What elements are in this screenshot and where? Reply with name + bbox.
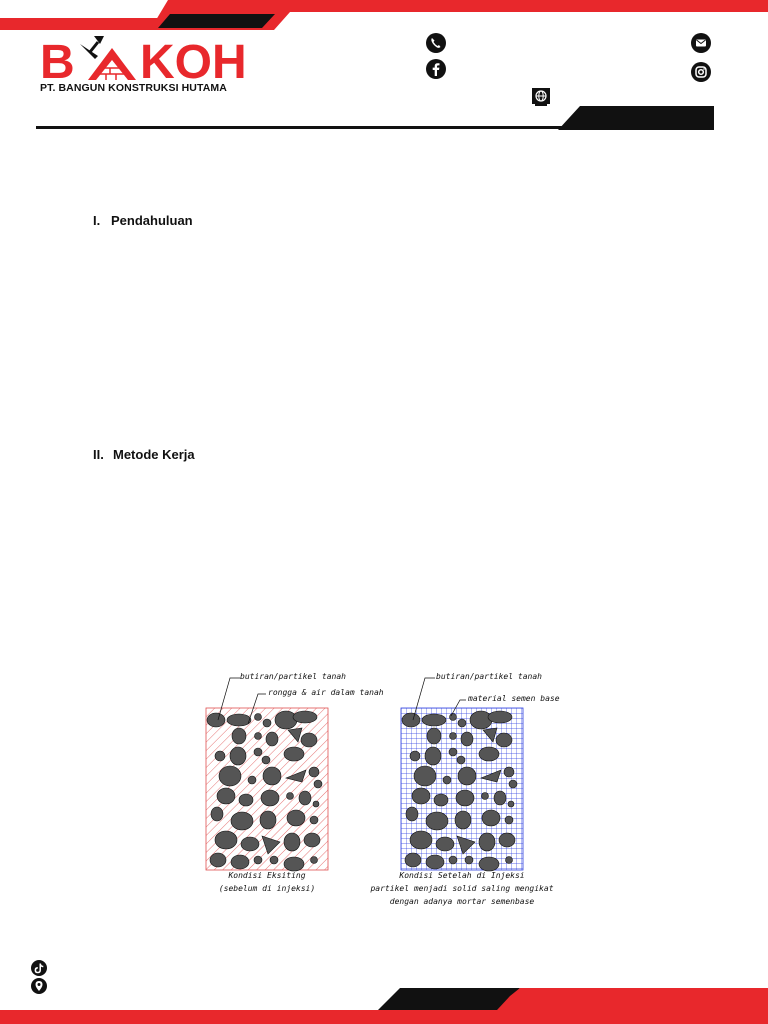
panel-existing-condition: [206, 708, 328, 871]
website-icon[interactable]: [531, 87, 551, 107]
caption-after-line3: dengan adanya mortar semenbase: [389, 897, 535, 906]
section-number: I.: [93, 213, 101, 228]
label-voids: rongga & air dalam tanah: [268, 688, 384, 697]
caption-existing-line2: (sebelum di injeksi): [218, 884, 316, 893]
section-number: II.: [93, 447, 104, 462]
svg-text:KOH: KOH: [140, 36, 247, 89]
section-title: Metode Kerja: [113, 447, 195, 462]
caption-existing-line1: Kondisi Eksiting: [228, 871, 306, 880]
caption-after-line2: partikel menjadi solid saling mengikat: [370, 884, 554, 893]
tiktok-icon[interactable]: [31, 960, 47, 976]
section-title: Pendahuluan: [111, 213, 193, 228]
soil-injection-diagram: [190, 664, 590, 912]
caption-after-line1: Kondisi Setelah di Injeksi: [399, 871, 525, 880]
panel-after-injection: [401, 708, 523, 871]
instagram-icon[interactable]: [691, 62, 711, 82]
label-grains-right: butiran/partikel tanah: [436, 672, 542, 681]
section-heading-pendahuluan: [93, 213, 193, 228]
bottom-decorative-band: [0, 984, 768, 1024]
phone-icon[interactable]: [426, 33, 446, 53]
svg-text:B: B: [40, 36, 75, 89]
company-name: PT. BANGUN KONSTRUKSI HUTAMA: [40, 82, 227, 94]
label-grains-left: butiran/partikel tanah: [240, 672, 346, 681]
header-divider: [36, 126, 712, 129]
section-heading-metode-kerja: [93, 447, 195, 462]
top-decorative-band: [0, 0, 768, 30]
label-material: material semen base: [468, 694, 560, 703]
email-icon[interactable]: [691, 33, 711, 53]
facebook-icon[interactable]: [426, 59, 446, 79]
